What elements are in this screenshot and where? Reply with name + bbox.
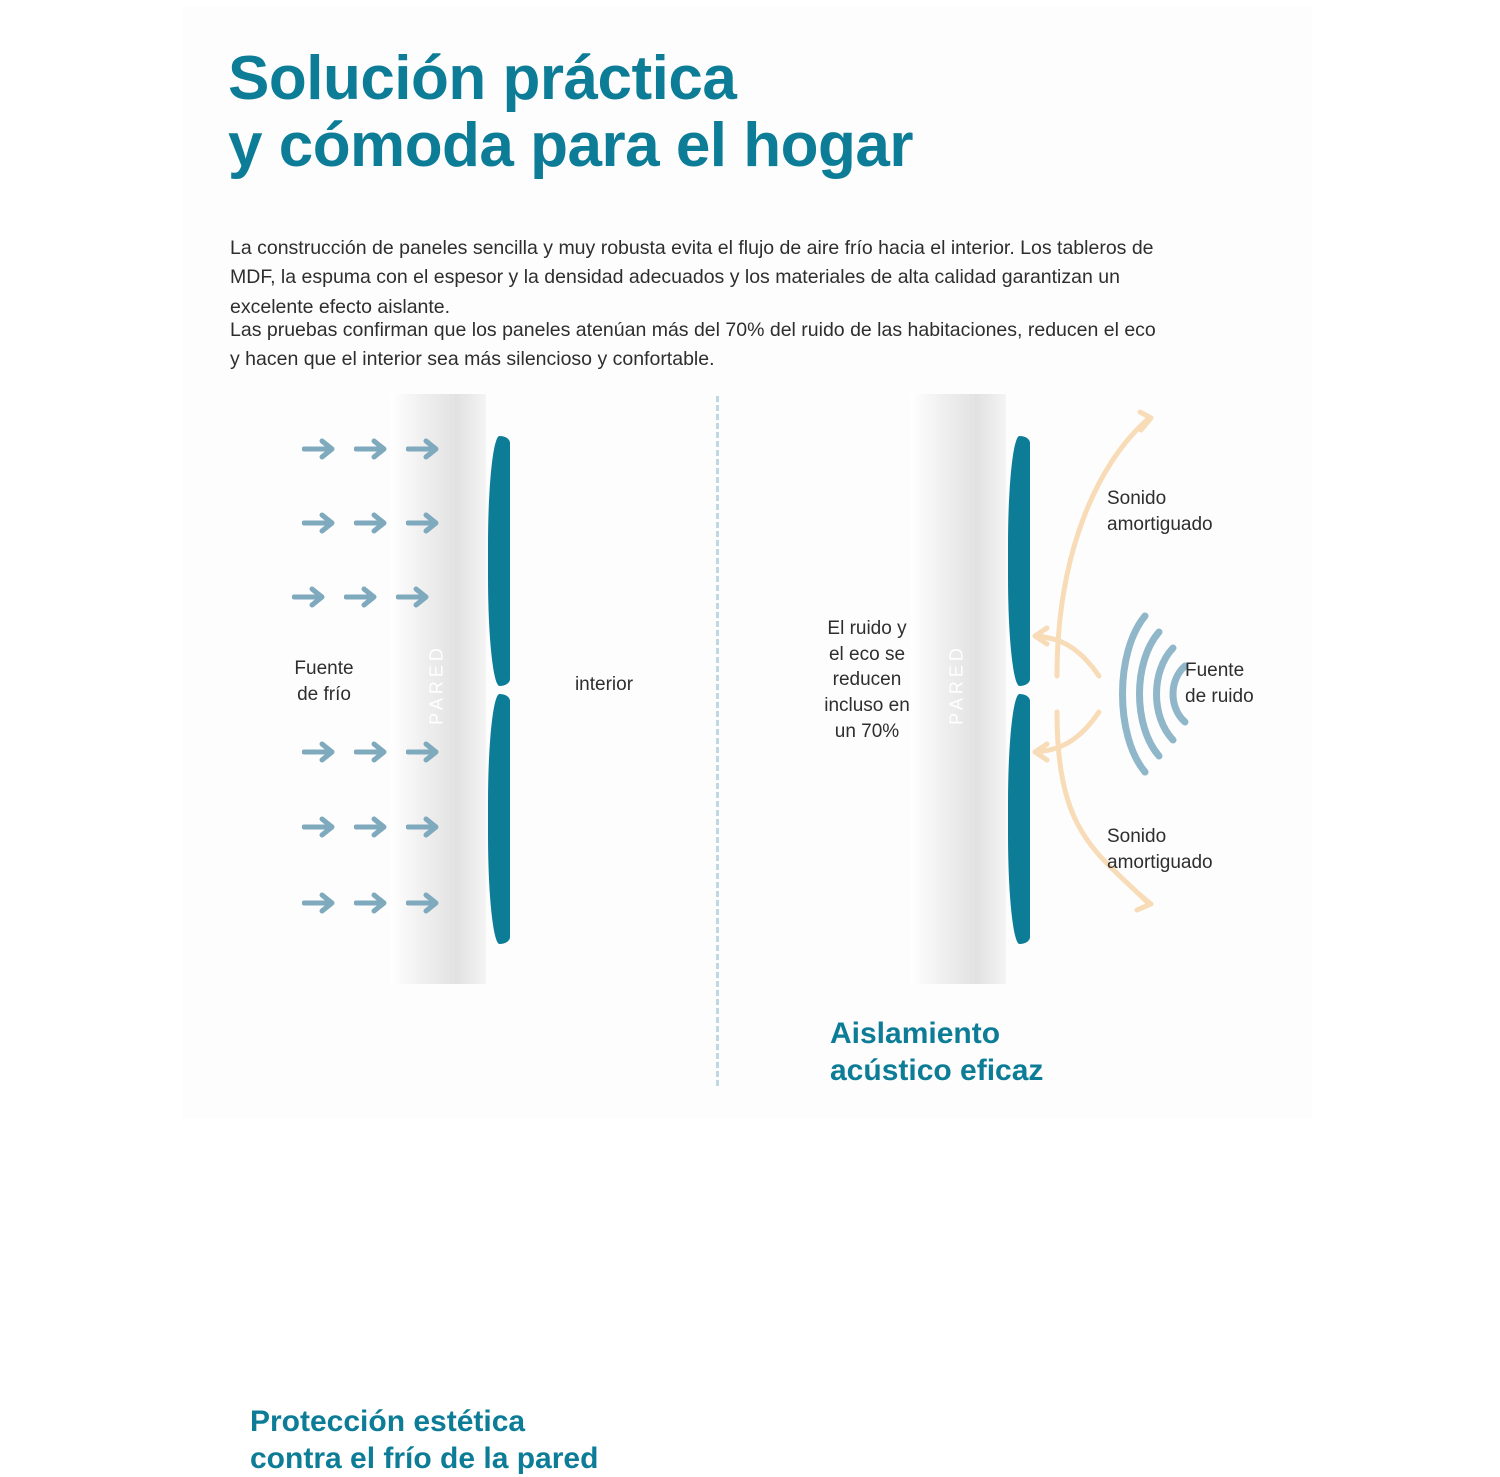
cold-arrow-icon [354,814,394,840]
cold-arrow-icon [354,739,394,765]
noise-reduction-label [787,616,947,744]
noise-reduction-line4: incluso en [824,694,910,716]
cold-arrow-icon [302,814,342,840]
left-caption-line2: contra el frío de la pared [250,1441,599,1475]
page-title-line2: y cómoda para el hogar [228,110,913,180]
right-caption [830,1016,1043,1089]
left-caption [250,1404,598,1477]
cold-arrow-icon [302,510,342,536]
left-caption-line1: Protección estética [250,1405,526,1438]
right-diagram [727,394,1287,1094]
intro-paragraph-1: La construcción de paneles sencilla y muy robusta evita el flujo de aire frío hacia el interior. Los tableros de MDF, la espuma con el espesor y la densidad adecuados y los materiales de alta calidad garantizan un excelente efecto aislante. [230,237,1154,318]
cold-arrow-icon [354,436,394,462]
cold-arrow-icon [406,890,446,916]
cold-source-label [254,656,394,707]
cold-source-label-line1: Fuente [294,658,354,679]
noise-reduction-line2: el eco se [828,643,906,665]
panel-board-bottom-left [488,694,510,944]
infographic-canvas [182,6,1312,1475]
page-title-line1: Solución práctica [228,44,737,113]
wall-label-left: PARED [426,644,447,725]
damped-sound-top-label [1107,486,1307,537]
wall-label-right: PARED [946,644,967,725]
intro-paragraph-2: Las pruebas confirman que los paneles atenúan más del 70% del ruido de las habitaciones, reducen el eco y hacen que el interior sea más silencioso y confortable. [230,319,1156,371]
cold-arrow-icon [292,584,332,610]
noise-reduction-line5: un 70% [834,720,900,742]
panel-board-top-right [1008,436,1030,686]
cold-arrow-icon [406,436,446,462]
cold-source-label-line2: de frío [297,683,351,705]
cold-arrow-icon [396,584,436,610]
cold-arrow-icon [406,510,446,536]
noise-reduction-line3: reducen [832,669,902,691]
cold-arrow-icon [302,436,342,462]
left-diagram [202,394,712,1475]
damped-sound-bottom-line1: Sonido [1107,826,1167,847]
noise-source-label [1185,658,1345,709]
right-caption-line2: acústico eficaz [830,1053,1044,1087]
damped-sound-bottom-label [1107,824,1307,875]
right-caption-line1: Aislamiento [830,1017,1001,1050]
cold-arrow-icon [406,739,446,765]
noise-reduction-line1: El ruido y [827,618,907,639]
cold-arrow-icon [354,890,394,916]
interior-label: interior [574,674,634,695]
cold-arrow-icon [302,739,342,765]
cold-arrow-icon [406,814,446,840]
damped-sound-bottom-line2: amortiguado [1107,851,1213,873]
cold-arrow-icon [354,510,394,536]
noise-source-line2: de ruido [1185,685,1254,707]
page-title [228,46,1248,180]
panel-board-bottom-right [1008,694,1030,944]
cold-arrow-icon [344,584,384,610]
damped-sound-top-line2: amortiguado [1107,513,1213,535]
section-divider [716,396,719,1086]
noise-source-line1: Fuente [1185,660,1245,681]
cold-arrow-icon [302,890,342,916]
damped-sound-top-line1: Sonido [1107,488,1167,509]
panel-board-top-left [488,436,510,686]
